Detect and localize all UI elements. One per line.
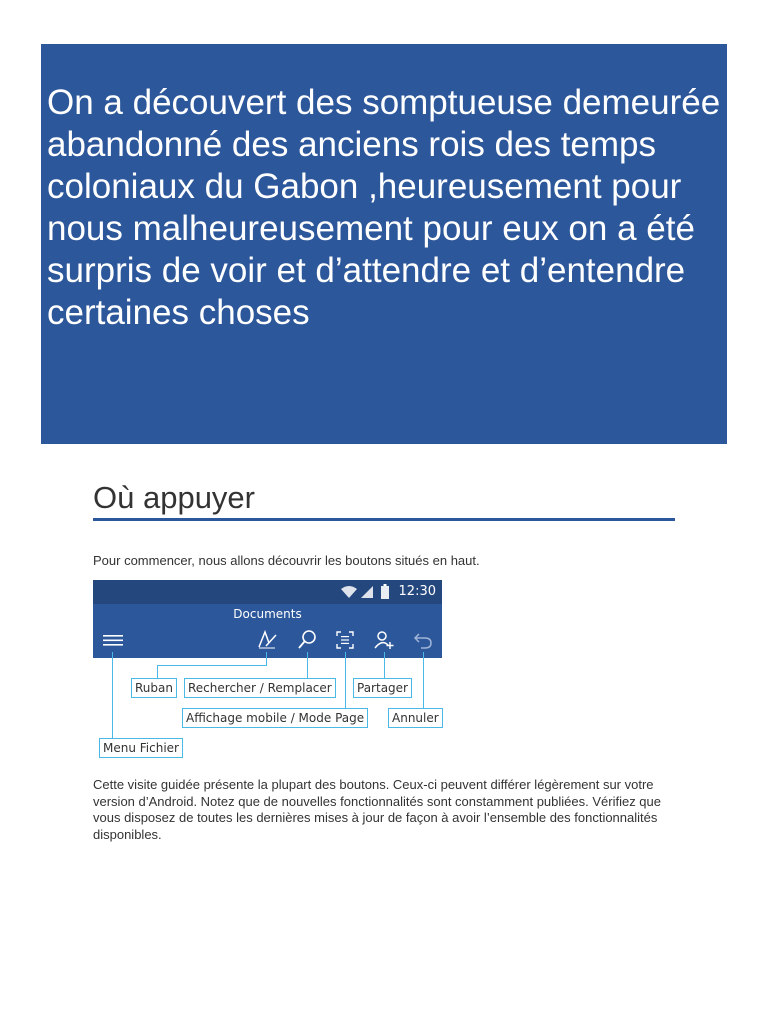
intro-paragraph: Pour commencer, nous allons découvrir les boutons situés en haut. (93, 553, 480, 568)
leader-annuler (423, 652, 424, 708)
search-icon[interactable] (296, 629, 318, 651)
toolbar-illustration (93, 580, 453, 765)
hero-text: On a découvert des somptueuse demeurée abandonné des anciens rois des temps coloniaux du Gabon ,heureusement pour nous malheureusement pour eux on a été surpris de voir et d’attendre et d’entendre certaines choses (47, 83, 721, 332)
undo-icon[interactable] (412, 629, 434, 651)
title-underline (93, 518, 675, 521)
leader-ruban-v (266, 652, 267, 666)
leader-menu (112, 652, 113, 738)
callout-ruban: Ruban (131, 678, 177, 698)
body-paragraph: Cette visite guidée présente la plupart des boutons. Ceux-ci peuvent différer légèrement sur votre version d’Android. Notez que de nouvelles fonctionnalités sont constamment publiées. Vérifiez que vous disposez de toutes les dernières mises à jour de façon à avoir l’ensemble des fonctionnalités disponibles. (93, 777, 662, 842)
leader-ruban-h (157, 665, 267, 666)
callout-annuler: Annuler (388, 708, 443, 728)
toolbar-title: Documents (233, 607, 302, 621)
leader-partager (384, 652, 385, 678)
signal-icon (361, 586, 373, 598)
menu-icon[interactable] (102, 629, 124, 651)
hero-banner (41, 44, 727, 444)
wifi-icon (341, 586, 357, 598)
status-time: 12:30 (398, 584, 436, 599)
section-title: Où appuyer (93, 480, 255, 515)
share-user-icon[interactable] (373, 629, 395, 651)
status-bar (93, 580, 442, 604)
ribbon-pen-icon[interactable] (256, 629, 278, 651)
app-toolbar (93, 604, 442, 658)
callout-affichage: Affichage mobile / Mode Page (182, 708, 368, 728)
callout-partager: Partager (353, 678, 412, 698)
leader-ruban-down (157, 665, 158, 678)
callout-rechercher: Rechercher / Remplacer (184, 678, 336, 698)
callout-menu: Menu Fichier (99, 738, 183, 758)
leader-rechercher (307, 652, 308, 678)
leader-affichage (345, 652, 346, 708)
mobile-view-icon[interactable] (334, 629, 356, 651)
battery-icon (381, 584, 389, 599)
